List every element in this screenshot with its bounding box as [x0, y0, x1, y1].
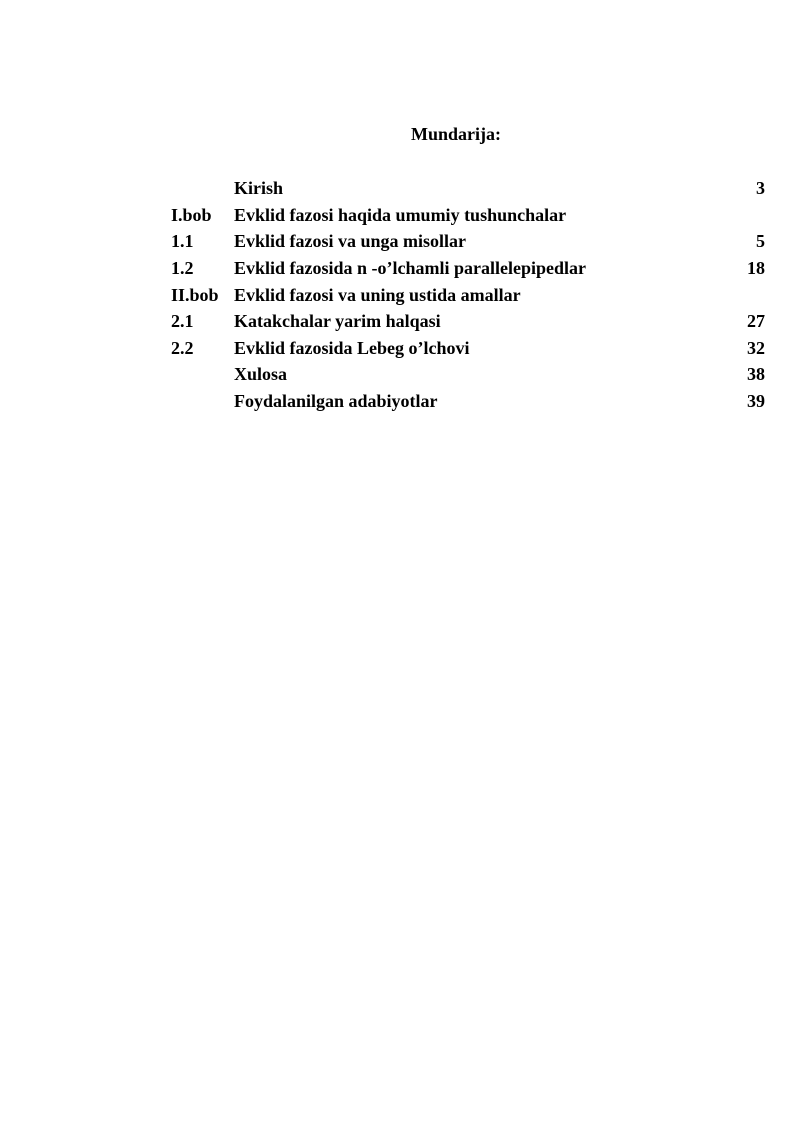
toc-row [171, 175, 768, 202]
page-title: Mundarija: [411, 124, 501, 144]
toc-row [171, 361, 768, 388]
toc-page-number: 3 [756, 178, 765, 199]
toc-page-number: 39 [747, 391, 765, 412]
toc-section-title: Xulosa [234, 364, 288, 385]
toc-section-title: Kirish [234, 178, 284, 199]
toc-section-number [171, 361, 234, 388]
table-of-contents [171, 175, 768, 414]
toc-section-number: I.bob [171, 204, 212, 225]
toc-section-number: 2.1 [171, 311, 194, 332]
toc-page-number: 18 [747, 258, 765, 279]
toc-section-number [171, 388, 234, 415]
toc-row [171, 228, 768, 255]
toc-page-number [734, 281, 768, 308]
toc-row [171, 202, 768, 229]
toc-section-title: Evklid fazosida n -o’lchamli parallelepipedlar [234, 258, 587, 279]
toc-section-number: II.bob [171, 284, 219, 305]
toc-row [171, 388, 768, 415]
toc-row [171, 335, 768, 362]
toc-section-title: Evklid fazosi haqida umumiy tushunchalar [234, 204, 567, 225]
toc-section-number: 2.2 [171, 337, 194, 358]
toc-row [171, 308, 768, 335]
toc-section-title: Foydalanilgan adabiyotlar [234, 391, 438, 412]
toc-page-number: 32 [747, 337, 765, 358]
toc-section-number: 1.2 [171, 258, 194, 279]
toc-row [171, 281, 768, 308]
toc-page-number: 38 [747, 364, 765, 385]
toc-section-title: Evklid fazosi va unga misollar [234, 231, 467, 252]
toc-page-number: 5 [756, 231, 765, 252]
toc-section-title: Evklid fazosi va uning ustida amallar [234, 284, 521, 305]
toc-section-title: Katakchalar yarim halqasi [234, 311, 441, 332]
toc-page-number: 27 [747, 311, 765, 332]
toc-section-number: 1.1 [171, 231, 194, 252]
toc-page-number [734, 202, 768, 229]
toc-section-number [171, 175, 234, 202]
toc-row [171, 255, 768, 282]
toc-section-title: Evklid fazosida Lebeg o’lchovi [234, 337, 470, 358]
